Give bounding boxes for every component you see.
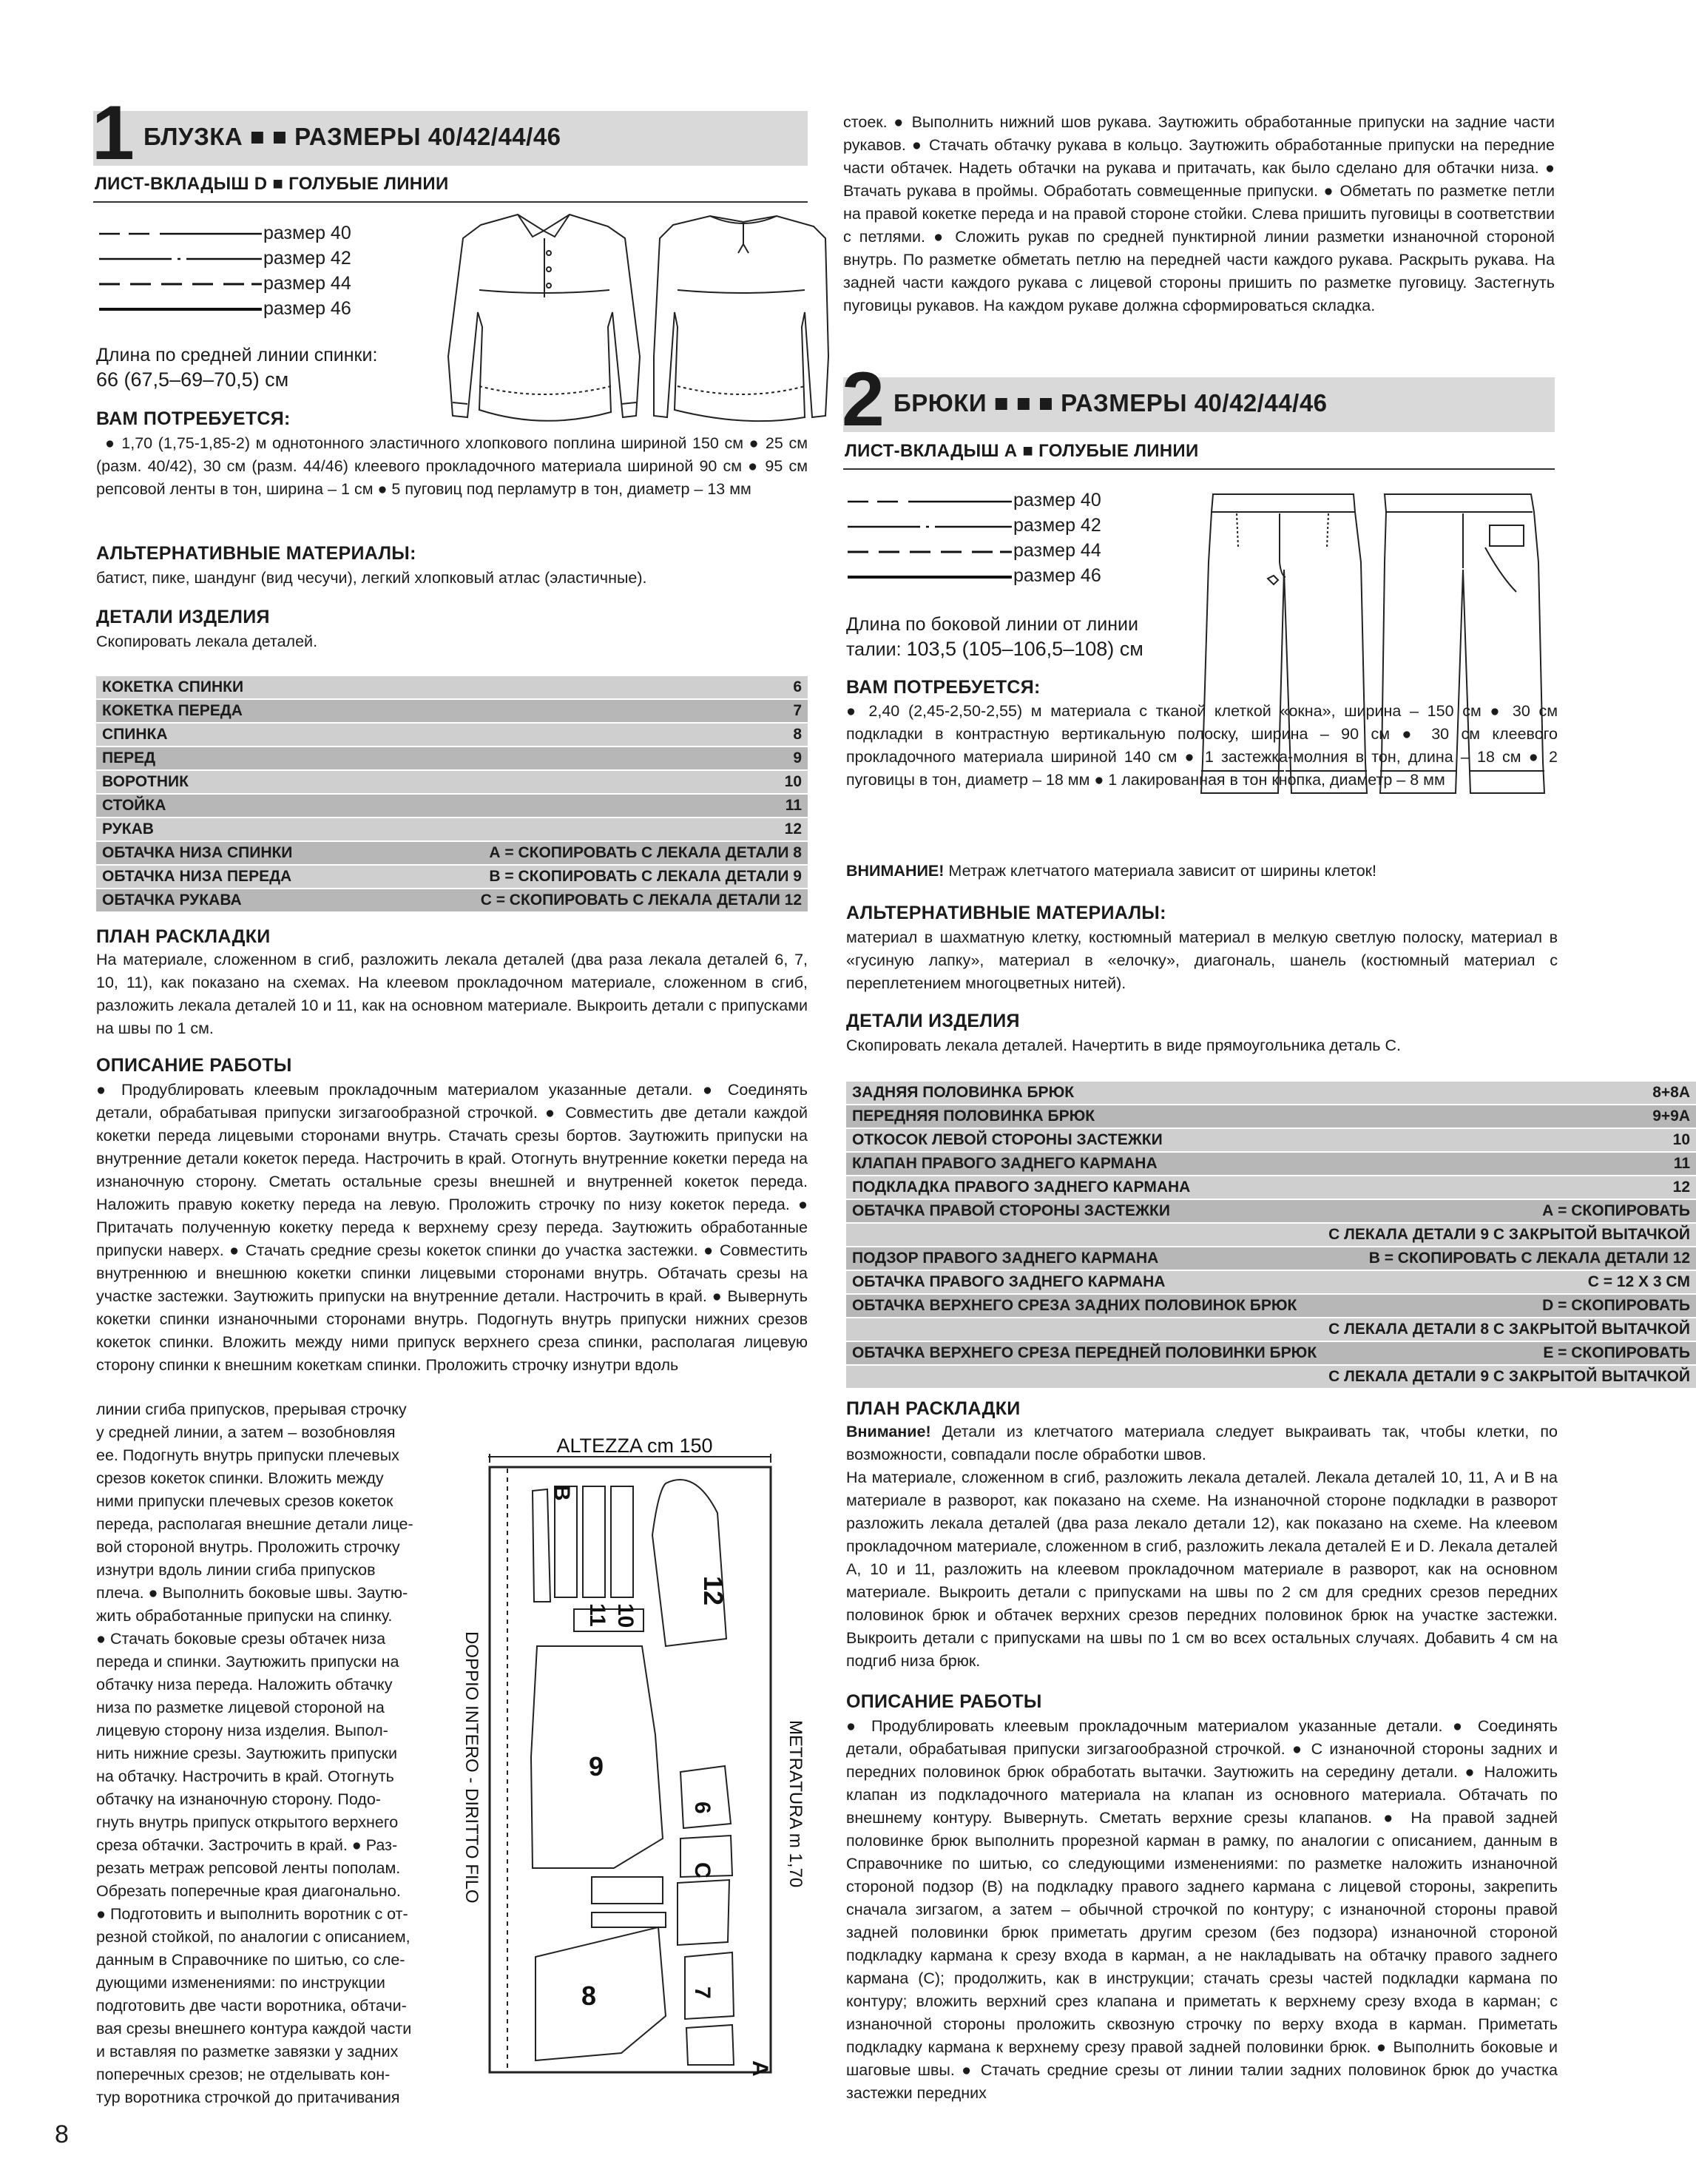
part-number: С ЛЕКАЛА ДЕТАЛИ 9 С ЗАКРЫТОЙ ВЫТАЧКОЙ: [1322, 1365, 1696, 1389]
trousers-attention-label: ВНИМАНИЕ!: [846, 862, 945, 880]
piece-10: 10: [613, 1603, 638, 1628]
part-row: [846, 1082, 1696, 1105]
part-number: B = СКОПИРОВАТЬ С ЛЕКАЛА ДЕТАЛИ 12: [1322, 1247, 1696, 1270]
scheme-fold-label: DOPPIO INTERO - DIRITTO FILO: [462, 1631, 482, 1904]
trousers-legend-46: размер 46: [1013, 565, 1101, 586]
part-name: ОБТАЧКА ВЕРХНЕГО СРЕЗА ПЕРЕДНЕЙ ПОЛОВИНКИ БРЮК: [846, 1341, 1322, 1365]
blouse-number: 1: [92, 90, 132, 176]
blouse-sheet: ЛИСТ-ВКЛАДЫШ D ■ ГОЛУБЫЕ ЛИНИИ: [95, 174, 449, 194]
trousers-attention-text: Метраж клетчатого материала зависит от ширины клеток!: [948, 862, 1377, 880]
part-number: 8: [365, 723, 808, 746]
text-line: переда и спинки. Заутюжить припуски на: [96, 1653, 399, 1671]
blouse-legend-44: размер 44: [263, 273, 351, 294]
text-line: ● Стачать боковые срезы обтачек низа: [96, 1630, 386, 1648]
text-line: лицевую сторону низа изделия. Выпол-: [96, 1722, 388, 1739]
blouse-work-text: ● Продублировать клеевым прокладочным материалом указанные детали. ● Соединять детали, обрабатывая припуски зигзагообразной строчкой. ● Совместить две детали каждой кокетки переда лицевыми сторонами внутрь. Стачать срезы бортов. Заутюжить припуски на внутренние детали кокеток переда. Настрочить в край. Отогнуть внутренние кокетки переда на изнаночную сторону. Сметать остальные срезы внешней и внутренней кокеток переда. Наложить правую кокетку переда на левую. Проложить строчку по низу кокеток переда. ● Притачать полученную кокетку переда к верхнему срезу переда. Заутюжить обработанные припуски наверх. ● Стачать средние срезы кокеток спинки до участка застежки. ● Совместить внутреннюю и внешнюю кокетки спинки лицевыми сторонами внутрь. Обтачать срезы на участке застежки. Заутюжить припуски на внутренние детали. Настрочить в край. ● Вывернуть кокетки спинки изнаночными сторонами внутрь. Подогнуть внутрь припуски нижних срезов кокеток спинки. Вложить между ними припуск верхнего среза спинки, располагая лицевую сторону спинки к внешним кокеткам спинки. Проложить строчку изнутри вдоль: [96, 1081, 808, 1374]
part-number: B = СКОПИРОВАТЬ С ЛЕКАЛА ДЕТАЛИ 9: [365, 865, 808, 889]
part-row: [846, 1318, 1696, 1341]
blouse-legend-42: размер 42: [263, 248, 351, 269]
part-row: [96, 770, 808, 794]
part-number: 9+9A: [1322, 1105, 1696, 1128]
blouse-technical-drawing: [414, 209, 828, 453]
trousers-details-title: ДЕТАЛИ ИЗДЕЛИЯ: [846, 1011, 1020, 1031]
blouse-alt-text: батист, пике, шандунг (вид чесучи), легкий хлопковый атлас (эластичные).: [96, 569, 647, 587]
text-line: изнутри вдоль линии сгиба припусков: [96, 1561, 376, 1579]
part-name: КОКЕТКА ПЕРЕДА: [96, 699, 365, 723]
text-line: плеча. ● Выполнить боковые швы. Заутю-: [96, 1584, 408, 1602]
trousers-legend-40: размер 40: [1013, 490, 1101, 510]
part-number: 10: [1322, 1128, 1696, 1152]
part-row: [846, 1105, 1696, 1128]
part-number: С ЛЕКАЛА ДЕТАЛИ 8 С ЗАКРЫТОЙ ВЫТАЧКОЙ: [1322, 1318, 1696, 1341]
trousers-title: БРЮКИ ■ ■ ■ РАЗМЕРЫ 40/42/44/46: [893, 389, 1328, 417]
trousers-layout-text2: На материале, сложенном в сгиб, разложить лекала деталей. Лекала деталей 10, 11, А и В на материале в разворот, как показано на схеме. На изнаночной стороне подкладки в разворот разложить лекала деталей (два раза лекало детали 12), как показано на схеме. На клеевом прокладочном материале, сложенном в сгиб, разложить лекала деталей Е и D. Лекала деталей А, 10 и 11, разложить на клеевом прокладочном материале в разворот, как на основном материале. Выкроить детали с припусками на швы по 2 см для средних срезов передних половинок брюк и обтачек верхних срезов передних половинок брюк на участке застежки. Выкроить детали с припусками на швы по 1 см во всех остальных случаях. Добавить 4 см на подгиб низа брюк.: [846, 1469, 1558, 1670]
part-row: [96, 865, 808, 889]
piece-6: 6: [690, 1802, 714, 1814]
scheme-width-label: ALTEZZA cm 150: [556, 1435, 713, 1457]
text-line: тур воротника строчкой до притачивания: [96, 2089, 400, 2106]
text-line: низа по разметке лицевой стороной на: [96, 1699, 385, 1716]
trousers-layout-text: [846, 1420, 1558, 1673]
part-name: ПОДКЛАДКА ПРАВОГО ЗАДНЕГО КАРМАНА: [846, 1176, 1322, 1199]
text-line: срезов кокеток спинки. Вложить между: [96, 1469, 384, 1487]
blouse-legend-lines: [98, 226, 268, 315]
part-number: 11: [1322, 1152, 1696, 1176]
blouse-parts-table: [96, 676, 808, 913]
part-row: [846, 1152, 1696, 1176]
text-line: и вставляя по разметке завязки у задних: [96, 2043, 399, 2060]
trousers-layout-attention: Внимание!: [846, 1423, 931, 1440]
text-line: ● Подготовить и выполнить воротник с от-: [96, 1905, 408, 1923]
text-line: вой стороной внутрь. Проложить строчку: [96, 1538, 400, 1556]
blouse-length-value: 66 (67,5–69–70,5) см: [96, 368, 289, 391]
trousers-parts-table: [846, 1082, 1696, 1389]
part-name: ПЕРЕД: [96, 746, 365, 770]
text-line: линии сгиба припусков, прерывая строчку: [96, 1401, 407, 1418]
blouse-legend-40: размер 40: [263, 223, 351, 243]
part-name: ОБТАЧКА НИЗА ПЕРЕДА: [96, 865, 365, 889]
part-row: [96, 841, 808, 865]
trousers-legend-42: размер 42: [1013, 515, 1101, 536]
trousers-alt-text: материал в шахматную клетку, костюмный материал в мелкую светлую полоску, материал в «гусиную лапку», материал в «елочку», диагональ, шанель (костюмный материал с переплетением многоцветных нитей).: [846, 928, 1558, 992]
trousers-work-text: ● Продублировать клеевым прокладочным материалом указанные детали. ● Соединять детали, обрабатывая припуски зигзагообразной строчкой. ● С изнаночной стороны задних и передних половинок брюк обработать вытачки. Заутюжить на середину детали. ● Наложить клапан из подкладочного материала на клапан из основного материала. Обтачать по внешнему контуру. Вывернуть. Сметать верхние срезы клапанов. ● На правой задней половинке брюк выполнить прорезной карман в рамку, по аналогии с описанием, данным в Справочнике по шитью, со следующими изменениями: по разметке наложить изнаночной стороной подзор (В) на подкладку правого заднего кармана с лицевой стороны, закрепить сначала зигзагом, а затем – обычной строчкой по контуру; с изнаночной стороны правой задней половинки брюк приметать другим срезом (без подзора) изнаночной стороной подкладку кармана к срезу входа в карман, а не накладывать на обтачку правого заднего кармана (С); продолжить, как в инструкции; стачать срезы частей подкладки кармана по контуру; вложить верхний срез клапана и приметать к верхнему срезу входа в карман; с изнаночной стороны проложить сквозную строчку по верху входа в карман. Приметать подкладку кармана к верхнему срезу правой задней половинки брюк. ● Выполнить боковые и шаговые швы. ● Стачать средние срезы от линии талии задних половинок брюк до участка застежки передних: [846, 1717, 1558, 2102]
text-line: поперечных срезов; не отделывать кон-: [96, 2066, 391, 2083]
part-number: C = 12 X 3 CM: [1322, 1270, 1696, 1294]
part-number: А = СКОПИРОВАТЬ С ЛЕКАЛА ДЕТАЛИ 8: [365, 841, 808, 865]
part-number: D = СКОПИРОВАТЬ: [1322, 1294, 1696, 1318]
blouse-legend-46: размер 46: [263, 298, 351, 319]
blouse-details-title: ДЕТАЛИ ИЗДЕЛИЯ: [96, 607, 270, 627]
part-name: [846, 1318, 1322, 1341]
part-number: 7: [365, 699, 808, 723]
trousers-sheet: ЛИСТ-ВКЛАДЫШ А ■ ГОЛУБЫЕ ЛИНИИ: [845, 441, 1199, 461]
part-name: ПОДЗОР ПРАВОГО ЗАДНЕГО КАРМАНА: [846, 1247, 1322, 1270]
part-name: ПЕРЕДНЯЯ ПОЛОВИНКА БРЮК: [846, 1105, 1322, 1128]
part-number: 12: [1322, 1176, 1696, 1199]
text-line: у средней линии, а затем – возобновляя: [96, 1423, 396, 1441]
part-name: ОБТАЧКА НИЗА СПИНКИ: [96, 841, 365, 865]
blouse-sheet-rule: [93, 201, 808, 203]
trousers-length-label2: талии:: [846, 639, 902, 660]
part-row: [96, 723, 808, 746]
part-row: [846, 1341, 1696, 1365]
part-name: КОКЕТКА СПИНКИ: [96, 676, 365, 699]
text-line: дующими изменениями: по инструкции: [96, 1974, 385, 1992]
part-name: ОБТАЧКА ПРАВОЙ СТОРОНЫ ЗАСТЕЖКИ: [846, 1199, 1322, 1223]
text-line: переда, располагая внешние детали лице-: [96, 1515, 413, 1533]
text-line: на обтачку. Настрочить в край. Отогнуть: [96, 1767, 394, 1785]
part-number: 8+8A: [1322, 1082, 1696, 1105]
part-row: [96, 746, 808, 770]
piece-7: 7: [690, 1986, 714, 1999]
part-row: [96, 794, 808, 818]
scheme-length-label: METRATURA m 1,70: [786, 1720, 805, 1888]
text-line: резать метраж репсовой ленты пополам.: [96, 1859, 401, 1877]
part-name: ЗАДНЯЯ ПОЛОВИНКА БРЮК: [846, 1082, 1322, 1105]
blouse-work-continued: стоек. ● Выполнить нижний шов рукава. Заутюжить обработанные припуски на задние части рукавов. ● Стачать обтачку рукава в кольцо. Заутюжить обработанные припуски на передние части обтачек. Надеть обтачки на рукава и притачать, как было сделано для обтачки низа. ● Втачать рукава в проймы. Обработать совмещенные припуски. ● Обметать по разметке петли на правой кокетке переда и на правой стороне стойки. Слева пришить пуговицы в соответствии с петлями. ● Сложить рукав по средней пунктирной линии разметки изнаночной стороной внутрь. По разметке обметать петлю на передней части каждого рукава. Раскрыть рукава. На задней части каждого рукава с лицевой стороны пришить по разметке пуговицу. Застегнуть пуговицы рукавов. На каждом рукаве должна сформироваться складка.: [843, 113, 1555, 314]
piece-12: 12: [698, 1576, 729, 1606]
blouse-header: [92, 90, 808, 176]
trousers-legend-44: размер 44: [1013, 540, 1101, 561]
blouse-sketch: [414, 209, 828, 453]
trousers-need-title: ВАМ ПОТРЕБУЕТСЯ:: [846, 677, 1041, 698]
blouse-title: БЛУЗКА ■ ■ РАЗМЕРЫ 40/42/44/46: [143, 123, 561, 150]
part-number: 9: [365, 746, 808, 770]
text-line: жить обработанные припуски на спинку.: [96, 1607, 393, 1625]
part-number: 6: [365, 676, 808, 699]
part-name: КЛАПАН ПРАВОГО ЗАДНЕГО КАРМАНА: [846, 1152, 1322, 1176]
part-name: [846, 1365, 1322, 1389]
part-name: СПИНКА: [96, 723, 365, 746]
part-number: C = СКОПИРОВАТЬ С ЛЕКАЛА ДЕТАЛИ 12: [365, 889, 808, 912]
text-line: обтачку низа переда. Наложить обтачку: [96, 1676, 393, 1693]
blouse-cutting-scheme: [444, 1424, 814, 2075]
trousers-number: 2: [842, 357, 882, 442]
piece-c: C: [690, 1862, 714, 1878]
part-number: E = СКОПИРОВАТЬ: [1322, 1341, 1696, 1365]
trousers-layout-title: ПЛАН РАСКЛАДКИ: [846, 1398, 1021, 1419]
blouse-work-text-narrow: [96, 1398, 447, 2109]
trousers-alt-title: АЛЬТЕРНАТИВНЫЕ МАТЕРИАЛЫ:: [846, 903, 1166, 923]
trousers-header: [842, 357, 1555, 442]
part-name: ВОРОТНИК: [96, 770, 365, 794]
cutting-layout: [444, 1424, 814, 2075]
part-name: РУКАВ: [96, 818, 365, 841]
part-name: ОБТАЧКА ВЕРХНЕГО СРЕЗА ЗАДНИХ ПОЛОВИНОК БРЮК: [846, 1294, 1322, 1318]
part-number: 10: [365, 770, 808, 794]
trousers-work-title: ОПИСАНИЕ РАБОТЫ: [846, 1691, 1042, 1712]
part-name: ОТКОСОК ЛЕВОЙ СТОРОНЫ ЗАСТЕЖКИ: [846, 1128, 1322, 1152]
part-name: СТОЙКА: [96, 794, 365, 818]
text-line: вая срезы внешнего контура каждой части: [96, 2020, 412, 2038]
part-row: [846, 1294, 1696, 1318]
trousers-length-line2: [846, 638, 1143, 661]
part-row: [846, 1199, 1696, 1223]
trousers-sheet-rule: [843, 468, 1555, 470]
text-line: среза обтачки. Застрочить в край. ● Раз-: [96, 1836, 398, 1854]
part-row: [846, 1176, 1696, 1199]
part-number: С ЛЕКАЛА ДЕТАЛИ 9 С ЗАКРЫТОЙ ВЫТАЧКОЙ: [1322, 1223, 1696, 1247]
blouse-work-title: ОПИСАНИЕ РАБОТЫ: [96, 1055, 292, 1076]
part-row: [846, 1270, 1696, 1294]
blouse-need-title: ВАМ ПОТРЕБУЕТСЯ:: [96, 408, 291, 429]
text-line: нить нижние срезы. Заутюжить припуски: [96, 1745, 397, 1762]
trousers-length-value: 103,5 (105–106,5–108) см: [906, 638, 1143, 660]
piece-a: A: [748, 2060, 772, 2077]
part-name: ОБТАЧКА РУКАВА: [96, 889, 365, 912]
piece-11: 11: [585, 1603, 609, 1627]
part-row: [96, 818, 808, 841]
part-row: [96, 699, 808, 723]
blouse-length-label: Длина по средней линии спинки:: [96, 345, 378, 365]
blouse-details-text: Скопировать лекала деталей.: [96, 633, 318, 650]
blouse-layout-title: ПЛАН РАСКЛАДКИ: [96, 926, 271, 947]
trousers-details-text: Скопировать лекала деталей. Начертить в виде прямоугольника деталь С.: [846, 1037, 1401, 1054]
piece-9: 9: [589, 1751, 604, 1782]
trousers-length-label: Длина по боковой линии от линии: [846, 614, 1138, 635]
part-name: ОБТАЧКА ПРАВОГО ЗАДНЕГО КАРМАНА: [846, 1270, 1322, 1294]
piece-b: B: [550, 1485, 574, 1501]
text-line: резной стойкой, по аналогии с описанием,: [96, 1928, 411, 1946]
trousers-attention: [846, 860, 1558, 883]
part-row: [846, 1223, 1696, 1247]
text-line: данным в Справочнике по шитью, со сле-: [96, 1951, 405, 1969]
text-line: Обрезать поперечные края диагонально.: [96, 1882, 401, 1900]
part-row: [96, 676, 808, 699]
part-number: А = СКОПИРОВАТЬ: [1322, 1199, 1696, 1223]
blouse-layout-text: На материале, сложенном в сгиб, разложить лекала деталей (два раза лекала деталей 6, 7, 10, 11), как показано на схемах. На клеевом прокладочном материале, сложенном в сгиб, разложить лекала деталей 10 и 11, как на основном материале. Выкроить детали с припусками на швы по 1 см.: [96, 951, 808, 1037]
text-line: обтачку на изнаночную сторону. Подо-: [96, 1790, 381, 1808]
piece-8: 8: [581, 1981, 597, 2011]
page-number: 8: [55, 2120, 69, 2148]
blouse-need-text: ● 1,70 (1,75-1,85-2) м однотонного эластичного хлопкового поплина шириной 150 см ● 25 см (разм. 40/42), 30 см (разм. 44/46) клеевого прокладочного материала шириной 90 см ● 95 см репсовой ленты в тон, ширина – 1 см ● 5 пуговиц под перламутр в тон, диаметр – 13 мм: [96, 434, 808, 498]
part-number: 12: [365, 818, 808, 841]
part-row: [846, 1365, 1696, 1389]
text-line: ее. Подогнуть внутрь припуски плечевых: [96, 1446, 399, 1464]
trousers-need-text: ● 2,40 (2,45-2,50-2,55) м материала с тканой клеткой «окна», ширина – 150 см ● 30 см подкладки в контрастную вертикальную полоску, ширина – 90 см ● 30 см клеевого прокладочного материала шириной 140 см ● 1 застежка-молния в тон, длина – 18 см ● 2 пуговицы в тон, диаметр – 18 мм ● 1 лакированная в тон кнопка, диаметр – 8 мм: [846, 702, 1558, 789]
part-number: 11: [365, 794, 808, 818]
part-row: [846, 1128, 1696, 1152]
part-row: [846, 1247, 1696, 1270]
part-row: [96, 889, 808, 912]
trousers-layout-text1: Детали из клетчатого материала следует выкраивать так, чтобы клетки, по возможности, совпадали после обработки швов.: [846, 1423, 1558, 1463]
text-line: подготовить две части воротника, обтачи-: [96, 1997, 407, 2015]
text-line: гнуть внутрь припуск открытого верхнего: [96, 1813, 399, 1831]
blouse-alt-title: АЛЬТЕРНАТИВНЫЕ МАТЕРИАЛЫ:: [96, 543, 416, 564]
trousers-legend-lines: [846, 494, 1018, 583]
part-name: [846, 1223, 1322, 1247]
text-line: ними припуски плечевых срезов кокеток: [96, 1492, 393, 1510]
